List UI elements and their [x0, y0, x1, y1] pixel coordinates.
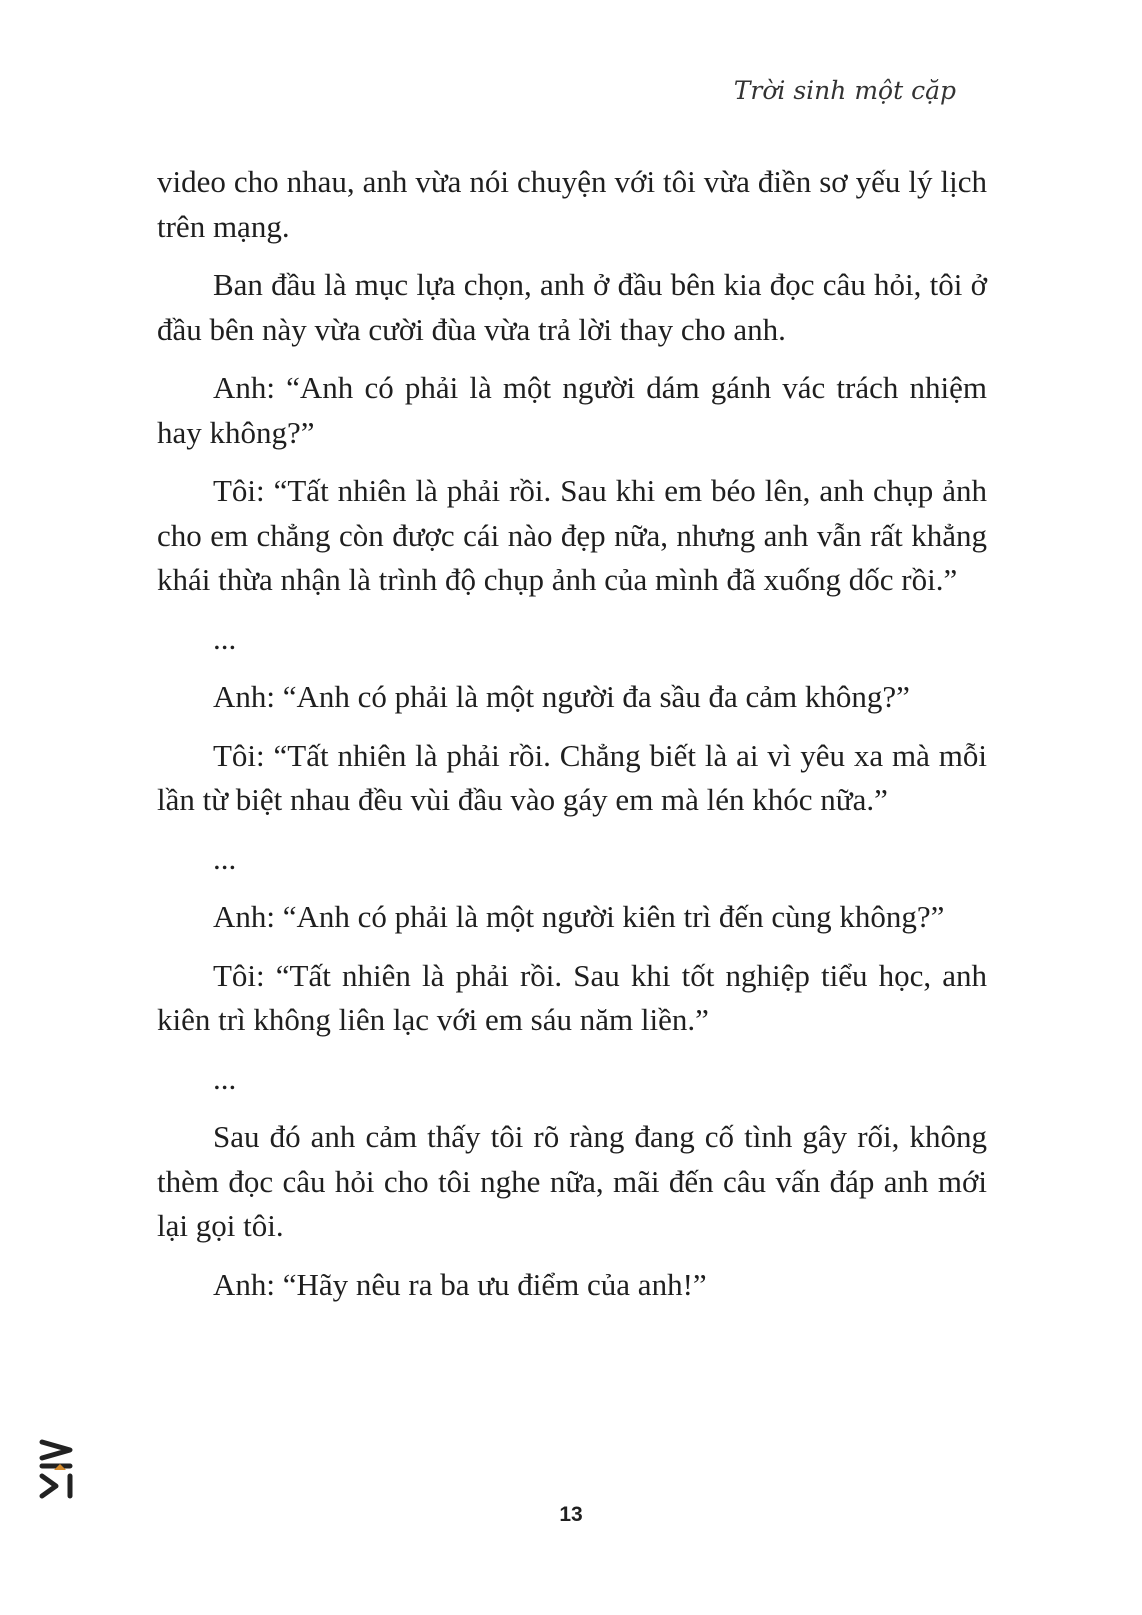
paragraph: Anh: “Hãy nêu ra ba ưu điểm của anh!”	[213, 1266, 707, 1302]
paragraph: Tôi: “Tất nhiên là phải rồi. Chẳng biết là ai vì yêu xa mà mỗi lần từ biệt nhau đều vùi đầu vào gáy em mà lén khóc nữa.”	[157, 737, 987, 817]
page-body	[157, 160, 987, 1321]
publisher-logo	[36, 1436, 76, 1506]
ellipsis-line: ...	[213, 1060, 237, 1096]
running-title: Trời sinh một cặp	[733, 76, 956, 105]
paragraph: video cho nhau, anh vừa nói chuyện với tôi vừa điền sơ yếu lý lịch trên mạng.	[157, 164, 987, 244]
paragraph: Anh: “Anh có phải là một người kiên trì đến cùng không?”	[213, 899, 945, 934]
ellipsis-line: ...	[213, 840, 237, 876]
paragraph: Sau đó anh cảm thấy tôi rõ ràng đang cố tình gây rối, không thèm đọc câu hỏi cho tôi nghe nữa, mãi đến câu vấn đáp anh mới lại gọi tôi.	[157, 1119, 987, 1243]
ellipsis-line: ...	[213, 620, 237, 656]
paragraph: Tôi: “Tất nhiên là phải rồi. Sau khi em béo lên, anh chụp ảnh cho em chẳng còn được cái nào đẹp nữa, nhưng anh vẫn rất khẳng khái thừa nhận là trình độ chụp ảnh của mình đã xuống dốc rồi.”	[157, 473, 987, 597]
paragraph: Anh: “Anh có phải là một người dám gánh vác trách nhiệm hay không?”	[157, 370, 987, 450]
paragraph: Anh: “Anh có phải là một người đa sầu đa cảm không?”	[213, 679, 910, 714]
paragraph: Tôi: “Tất nhiên là phải rồi. Sau khi tốt nghiệp tiểu học, anh kiên trì không liên lạc với em sáu năm liền.”	[157, 957, 987, 1037]
paragraph: Ban đầu là mục lựa chọn, anh ở đầu bên kia đọc câu hỏi, tôi ở đầu bên này vừa cười đùa vừa trả lời thay cho anh.	[157, 267, 987, 347]
page-number: 13	[559, 1503, 583, 1526]
